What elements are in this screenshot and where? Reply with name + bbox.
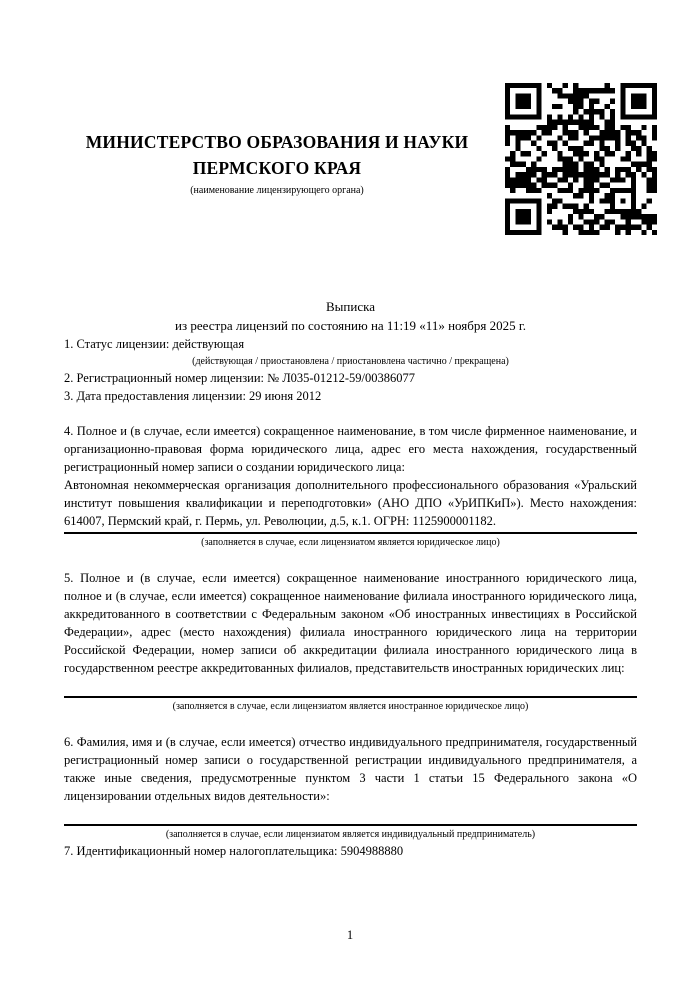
entrepreneur-section	[64, 733, 637, 842]
inn-text: 7. Идентификационный номер налогоплательщика: 5904988880	[64, 844, 404, 858]
legal-entity-value: Автономная некоммерческая организация дополнительного профессионального образования «Уральский институт повышения квалификации и переподготовки» (АНО ДПО «УрИПКиП»). Место нахождения: 614007, Пермский край, г. Пермь, ул. Революции, д.5, к.1. ОГРН: 1125900001182.	[64, 478, 637, 528]
registration-number-text: 2. Регистрационный номер лицензии: № Л035-01212-59/00386077	[64, 371, 415, 385]
document-body	[64, 297, 637, 860]
legal-entity-section	[64, 422, 637, 550]
ministry-name-line2: ПЕРМСКОГО КРАЯ	[192, 158, 362, 178]
legal-entity-fill-line	[64, 532, 637, 534]
qr-code-icon	[505, 83, 657, 235]
ministry-name-line1: МИНИСТЕРСТВО ОБРАЗОВАНИЯ И НАУКИ	[85, 132, 469, 152]
entrepreneur-note: (заполняется в случае, если лицензиатом является индивидуальный предприниматель)	[165, 829, 536, 840]
foreign-entity-note: (заполняется в случае, если лицензиатом является иностранное юридическое лицо)	[172, 701, 529, 712]
page-number: 1	[346, 928, 354, 942]
entrepreneur-blank	[64, 805, 637, 822]
grant-date-text: 3. Дата предоставления лицензии: 29 июня 2012	[64, 389, 322, 403]
legal-entity-note: (заполняется в случае, если лицензиатом является юридическое лицо)	[201, 537, 500, 548]
legal-entity-label: 4. Полное и (в случае, если имеется) сокращенное наименование, в том числе фирменное наименование, и организационно-правовая форма юридического лица, адрес его места нахождения, государственный регистрационный номер записи о создании юридического лица:	[64, 424, 637, 474]
entrepreneur-fill-line	[64, 824, 637, 826]
foreign-entity-fill-line	[64, 696, 637, 698]
foreign-entity-section	[64, 569, 637, 714]
license-status-text: 1. Статус лицензии: действующая	[64, 337, 245, 351]
foreign-entity-blank	[64, 677, 637, 694]
foreign-entity-label: 5. Полное и (в случае, если имеется) сокращенное наименование иностранного юридического лица, полное и (в случае, если имеется) сокращенное наименование филиала иностранного юридического лица, аккредитованного в соответствии с Федеральным законом «Об иностранных инвестициях в Российской Федерации», адрес (место нахождения) филиала иностранного юридического лица на территории Российской Федерации, номер записи об аккредитации филиала иностранного юридического лица в государственном реестре аккредитованных филиалов, представительств иностранных юридических лиц:	[64, 571, 637, 675]
ministry-note: (наименование лицензирующего органа)	[190, 185, 364, 196]
document-title-line1: Выписка	[326, 299, 375, 314]
document-title-line2: из реестра лицензий по состоянию на 11:19 «11» ноября 2025 г.	[175, 318, 526, 333]
license-status-note: (действующая / приостановлена / приостановлена частично / прекращена)	[192, 356, 509, 367]
ministry-header	[63, 129, 491, 197]
entrepreneur-label: 6. Фамилия, имя и (в случае, если имеется) отчество индивидуального предпринимателя, государственный регистрационный номер записи о государственной регистрации индивидуального предпринимателя, а также иные сведения, предусмотренные пунктом 3 части 1 статьи 15 Федерального закона «О лицензировании отдельных видов деятельности»:	[64, 735, 637, 803]
document-title	[64, 297, 637, 335]
